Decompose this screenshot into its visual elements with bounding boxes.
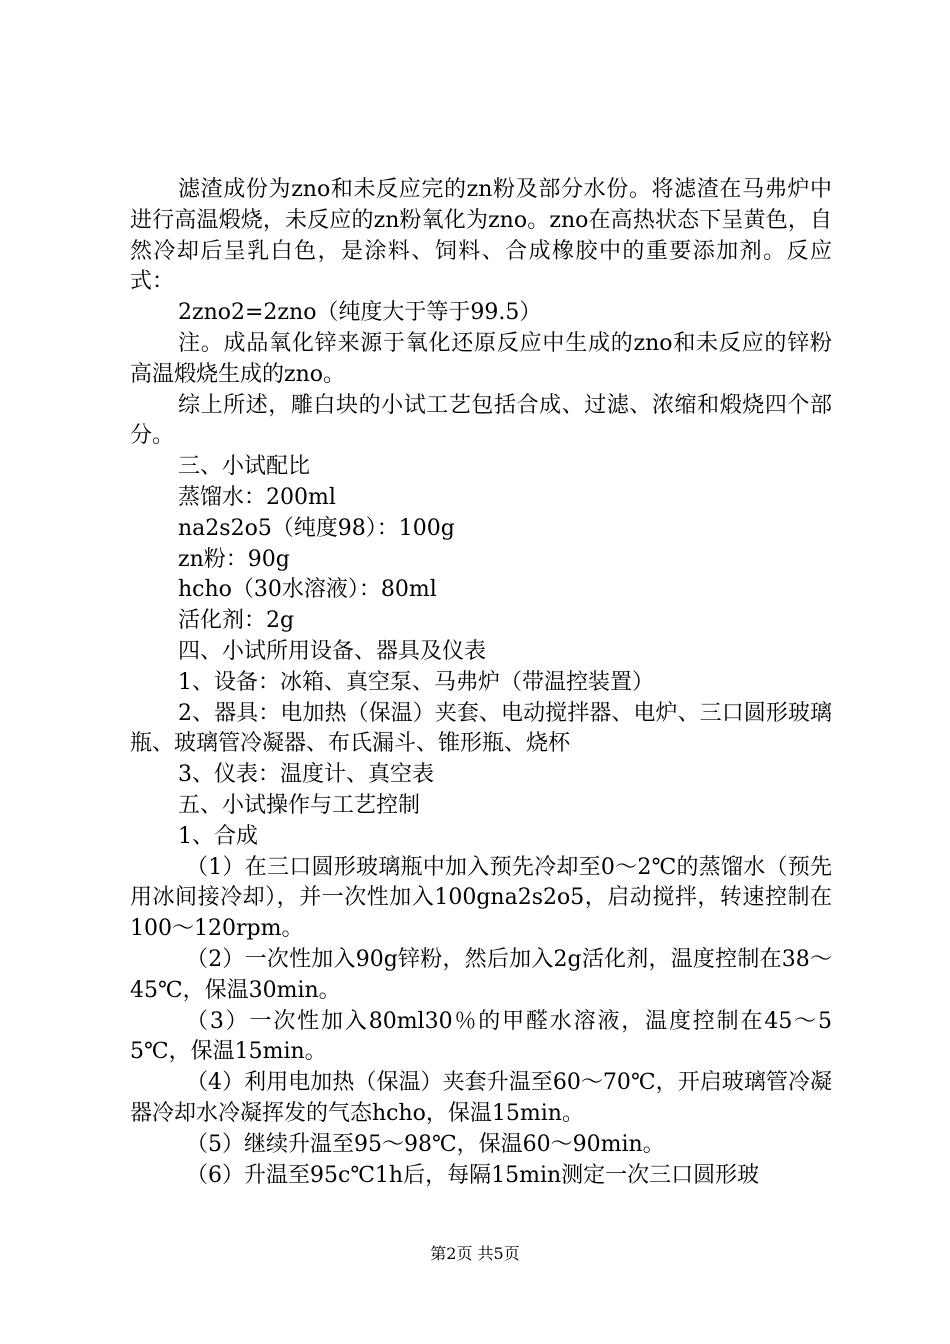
step-6: （6）升温至95c℃1h后，每隔15min测定一次三口圆形玻 (186, 1162, 760, 1188)
equipment-item-instruments: 3、仪表：温度计、真空表 (178, 762, 434, 788)
document-body (130, 175, 832, 1191)
ratio-item-activator: 活化剂：2g (178, 608, 295, 634)
section-heading-operation: 五、小试操作与工艺控制 (178, 792, 421, 818)
paragraph-filter-residue: 滤渣成份为zno和未反应完的zn粉及部分水份。将滤渣在马弗炉中进行高温煅烧，未反应的zn粉氧化为zno。zno在高热状态下呈黄色，自然冷却后呈乳白色，是涂料、饲料、合成橡胶中的重要添加剂。反应式： (130, 177, 832, 295)
step-3: （3）一次性加入80ml30％的甲醛水溶液，温度控制在45～55℃，保温15min。 (130, 1008, 832, 1065)
paragraph-reaction-equation: 2zno2=2zno（纯度大于等于99.5） (178, 300, 542, 326)
section-heading-equipment: 四、小试所用设备、器具及仪表 (178, 638, 487, 664)
equipment-item-devices: 1、设备：冰箱、真空泵、马弗炉（带温控装置） (178, 669, 654, 695)
page-number-label: 第2页 共5页 (430, 1244, 520, 1263)
ratio-item-zn: zn粉：90g (178, 546, 290, 572)
section-heading-ratio: 三、小试配比 (178, 454, 311, 480)
step-2: （2）一次性加入90g锌粉，然后加入2g活化剂，温度控制在38～45℃，保温30min。 (130, 946, 832, 1003)
ratio-item-water: 蒸馏水：200ml (178, 484, 336, 510)
ratio-item-na2s2o5: na2s2o5（纯度98）：100g (178, 515, 455, 541)
step-5: （5）继续升温至95～98℃，保温60～90min。 (186, 1131, 665, 1157)
paragraph-summary: 综上所述，雕白块的小试工艺包括合成、过滤、浓缩和煅烧四个部分。 (130, 392, 832, 449)
subsection-heading-synthesis: 1、合成 (178, 823, 258, 849)
paragraph-note: 注。成品氧化锌来源于氧化还原反应中生成的zno和未反应的锌粉高温煅烧生成的zno。 (130, 330, 832, 387)
page-footer (0, 1244, 950, 1264)
step-4: （4）利用电加热（保温）夹套升温至60～70℃，开启玻璃管冷凝器冷却水冷凝挥发的气态hcho，保温15min。 (130, 1070, 832, 1126)
step-1: （1）在三口圆形玻璃瓶中加入预先冷却至0～2℃的蒸馏水（预先用冰间接冷却），并一次性加入100gna2s2o5，启动搅拌，转速控制在100～120rpm。 (130, 854, 832, 942)
equipment-item-apparatus: 2、器具：电加热（保温）夹套、电动搅拌器、电炉、三口圆形玻璃瓶、玻璃管冷凝器、布氏漏斗、锥形瓶、烧杯 (130, 700, 832, 757)
ratio-item-hcho: hcho（30水溶液）：80ml (178, 577, 437, 603)
